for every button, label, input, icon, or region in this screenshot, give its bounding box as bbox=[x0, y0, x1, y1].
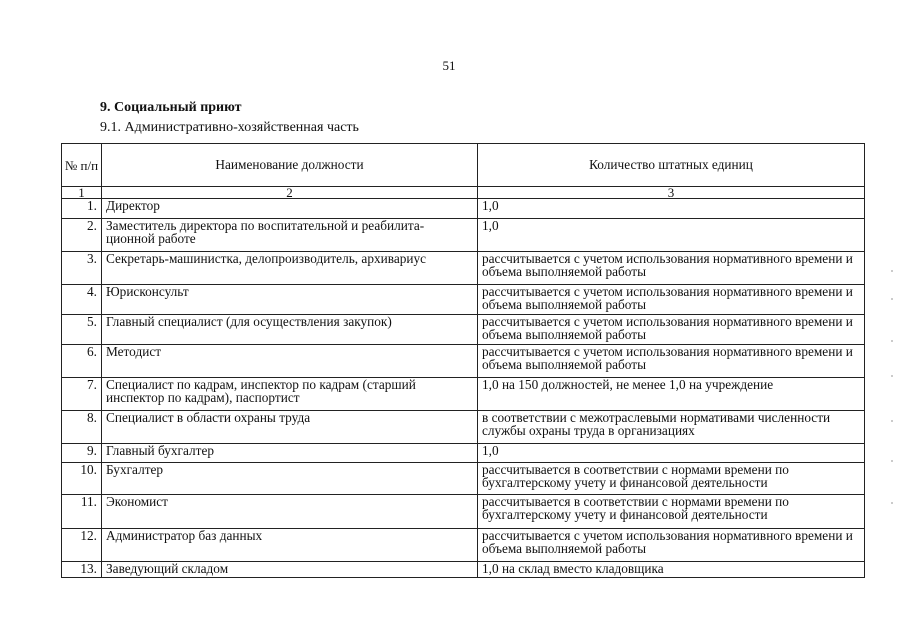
staff-quantity: рассчитывается с учетом использования нормативного времени и объема выполняемой работы bbox=[478, 315, 865, 345]
table-row bbox=[62, 345, 865, 378]
table-row bbox=[62, 444, 865, 463]
staff-quantity: 1,0 на склад вместо кладовщика bbox=[478, 562, 865, 578]
row-number: 5. bbox=[62, 315, 102, 345]
table-row bbox=[62, 199, 865, 219]
table-row bbox=[62, 529, 865, 562]
row-number: 6. bbox=[62, 345, 102, 378]
row-number: 13. bbox=[62, 562, 102, 578]
column-index: 2 bbox=[102, 187, 478, 199]
staff-quantity: рассчитывается с учетом использования нормативного времени и объема выполняемой работы bbox=[478, 252, 865, 285]
row-number: 11. bbox=[62, 495, 102, 529]
row-number: 2. bbox=[62, 219, 102, 252]
position-name: Экономист bbox=[102, 495, 478, 529]
staff-quantity: рассчитывается в соответствии с нормами времени по бухгалтерскому учету и финансовой деятельности bbox=[478, 463, 865, 495]
position-name: Заведующий складом bbox=[102, 562, 478, 578]
staff-quantity: в соответствии с межотраслевыми нормативами численности службы охраны труда в организациях bbox=[478, 411, 865, 444]
position-name: Администратор баз данных bbox=[102, 529, 478, 562]
table-row bbox=[62, 219, 865, 252]
row-number: 1. bbox=[62, 199, 102, 219]
header-quantity: Количество штатных единиц bbox=[478, 144, 865, 187]
position-name: Заместитель директора по воспитательной и реабилита-ционной работе bbox=[102, 219, 478, 252]
position-name: Юрисконсульт bbox=[102, 285, 478, 315]
scan-margin-dots bbox=[891, 270, 894, 530]
header-num: № п/п bbox=[62, 144, 102, 187]
table-row bbox=[62, 562, 865, 578]
staff-quantity: рассчитывается с учетом использования нормативного времени и объема выполняемой работы bbox=[478, 345, 865, 378]
section-title: 9. Социальный приют bbox=[100, 100, 242, 115]
page-number: 51 bbox=[442, 58, 456, 73]
staff-quantity: 1,0 bbox=[478, 199, 865, 219]
table-header-row bbox=[62, 144, 865, 187]
position-name: Бухгалтер bbox=[102, 463, 478, 495]
header-position: Наименование должности bbox=[102, 144, 478, 187]
column-index: 3 bbox=[478, 187, 865, 199]
table-row bbox=[62, 495, 865, 529]
row-number: 12. bbox=[62, 529, 102, 562]
position-name: Методист bbox=[102, 345, 478, 378]
staff-quantity: 1,0 на 150 должностей, не менее 1,0 на учреждение bbox=[478, 378, 865, 411]
column-index-row bbox=[62, 187, 865, 199]
position-name: Директор bbox=[102, 199, 478, 219]
column-index: 1 bbox=[62, 187, 102, 199]
staff-quantity: рассчитывается с учетом использования нормативного времени и объема выполняемой работы bbox=[478, 529, 865, 562]
row-number: 4. bbox=[62, 285, 102, 315]
row-number: 10. bbox=[62, 463, 102, 495]
position-name: Главный бухгалтер bbox=[102, 444, 478, 463]
row-number: 8. bbox=[62, 411, 102, 444]
staff-quantity: рассчитывается в соответствии с нормами времени по бухгалтерскому учету и финансовой деятельности bbox=[478, 495, 865, 529]
row-number: 9. bbox=[62, 444, 102, 463]
table-row bbox=[62, 285, 865, 315]
staff-quantity: 1,0 bbox=[478, 219, 865, 252]
staff-quantity: рассчитывается с учетом использования нормативного времени и объема выполняемой работы bbox=[478, 285, 865, 315]
position-name: Главный специалист (для осуществления закупок) bbox=[102, 315, 478, 345]
subsection-title: 9.1. Административно-хозяйственная часть bbox=[100, 120, 359, 135]
position-name: Специалист по кадрам, инспектор по кадрам (старший инспектор по кадрам), паспортист bbox=[102, 378, 478, 411]
staff-quantity: 1,0 bbox=[478, 444, 865, 463]
table-row bbox=[62, 315, 865, 345]
table-row bbox=[62, 411, 865, 444]
staffing-table bbox=[61, 143, 865, 578]
table-row bbox=[62, 378, 865, 411]
table-row bbox=[62, 252, 865, 285]
table-row bbox=[62, 463, 865, 495]
row-number: 7. bbox=[62, 378, 102, 411]
row-number: 3. bbox=[62, 252, 102, 285]
position-name: Специалист в области охраны труда bbox=[102, 411, 478, 444]
position-name: Секретарь-машинистка, делопроизводитель, архивариус bbox=[102, 252, 478, 285]
